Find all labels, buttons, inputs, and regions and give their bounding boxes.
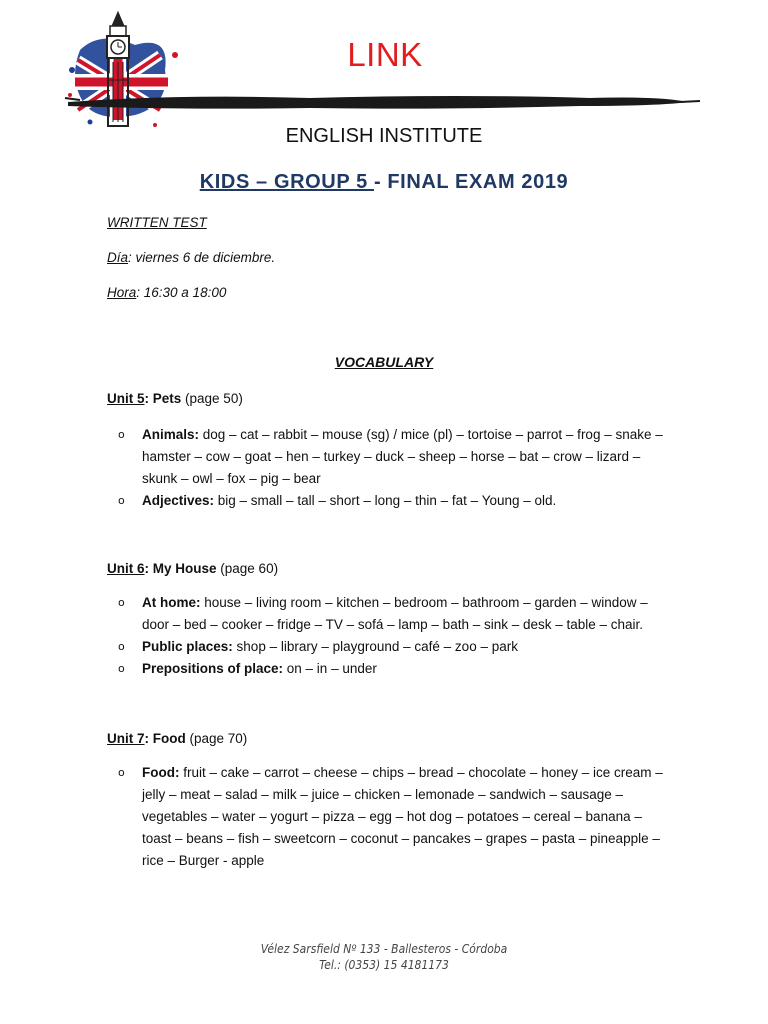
list-item: o Public places: shop – library – playground – café – zoo – park [118,636,668,658]
page-footer [0,941,768,973]
footer-phone: Tel.: (0353) 15 4181173 [319,958,449,972]
bullet-icon: o [118,766,125,779]
exam-time [107,285,226,300]
bullet-icon: o [118,494,125,507]
unit-heading: Unit 7: Food (page 70) [107,731,248,746]
day-value: : viernes 6 de diciembre. [128,250,276,265]
bullet-icon: o [118,640,125,653]
institute-subtitle: ENGLISH INSTITUTE [285,125,483,147]
written-test-label: WRITTEN TEST [107,215,207,230]
bullet-icon: o [118,428,125,441]
time-label: Hora [107,285,137,300]
list-item: o At home: house – living room – kitchen – bedroom – bathroom – garden – window – door – bed – cooker – fridge – TV – sofá – lamp – bath – sink – desk – table – chair. [118,592,668,636]
unit-heading: Unit 6: My House (page 60) [107,561,279,576]
unit-7-list [118,762,668,872]
unit-6-list [118,592,668,680]
list-item: o Animals: dog – cat – rabbit – mouse (sg) / mice (pl) – tortoise – parrot – frog – snake – hamster – cow – goat – hen – turkey – duck – sheep – horse – bat – crow – lizard – skunk – owl – fox – pig – bear [118,424,668,490]
vocabulary-heading: VOCABULARY [334,354,434,370]
footer-address: Vélez Sarsfield Nº 133 - Ballesteros - Córdoba [260,942,508,956]
time-value: : 16:30 a 18:00 [136,285,227,300]
brand-name: LINK [347,36,423,73]
brush-stroke-line [68,96,688,109]
exam-title-rest: - FINAL EXAM 2019 [373,171,569,193]
exam-title [0,171,768,194]
day-label: Día [107,250,129,265]
header-logo [60,10,710,140]
list-item: o Adjectives: big – small – tall – short – long – thin – fat – Young – old. [118,490,668,512]
exam-title-group: KIDS – GROUP 5 [199,171,374,193]
unit-heading: Unit 5: Pets (page 50) [107,391,243,406]
bullet-icon: o [118,662,125,675]
list-item: o Prepositions of place: on – in – under [118,658,668,680]
unit-5-list [118,424,668,512]
bullet-icon: o [118,596,125,609]
exam-day [107,250,275,265]
list-item: o Food: fruit – cake – carrot – cheese – chips – bread – chocolate – honey – ice cream – jelly – meat – salad – milk – juice – chicken – lemonade – sandwich – sausage – vegetables – water – yogurt – pizza – egg – hot dog – potatoes – cereal – banana – toast – beans – fish – sweetcorn – coconut – pancakes – grapes – pasta – pineapple – rice – Burger - apple [118,762,668,872]
